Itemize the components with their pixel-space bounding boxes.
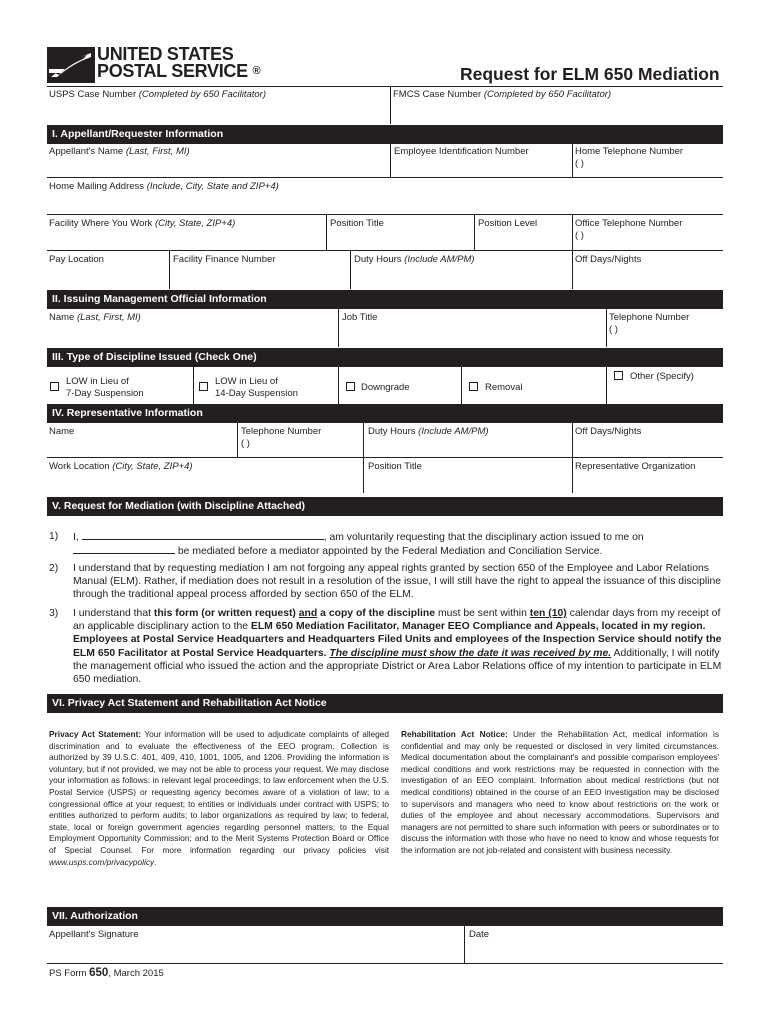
appellant-name-field[interactable] <box>49 146 190 158</box>
mgmt-phone-parens: ( ) <box>609 324 618 335</box>
rep-work-location-field[interactable] <box>49 461 193 473</box>
finance-number-field[interactable]: Facility Finance Number <box>173 254 276 265</box>
item3-b: this form (or written request) <box>153 608 296 619</box>
footer-prefix: PS Form <box>49 968 87 979</box>
office-phone-parens: ( ) <box>575 230 584 241</box>
ein-field[interactable]: Employee Identification Number <box>394 146 529 157</box>
item2-text: I understand that by requesting mediation I am not forgoing any appeal rights granted by section 650 of the Employee and Labor Relations Manual (ELM). Rather, if mediation does not result in a resolution of the issue, I will still have the right to appeal the issuance of this discipline through the traditional appeal process afforded by section 650 of the ELM. <box>73 563 722 601</box>
privacy-end: . <box>154 856 157 867</box>
item1-text <box>73 530 723 558</box>
mgmt-phone-field[interactable] <box>609 312 689 336</box>
pay-location-field[interactable]: Pay Location <box>49 254 104 265</box>
item1-c: be mediated before a mediator appointed by the Federal Mediation and Conciliation Service. <box>177 546 603 558</box>
appellant-name-label: Appellant's Name <box>49 146 124 157</box>
rep-phone-label: Telephone Number <box>241 426 322 437</box>
off-days-field[interactable]: Off Days/Nights <box>575 254 642 265</box>
opt2-line2: 14-Day Suspension <box>215 388 298 399</box>
duty-hours-note: (Include AM/PM) <box>404 254 475 265</box>
item2-number: 2) <box>49 563 59 574</box>
checkbox-low-14day[interactable] <box>199 382 208 391</box>
logo-line1: UNITED STATES <box>97 44 234 64</box>
checkbox-other[interactable] <box>614 371 623 380</box>
form-footer <box>49 967 164 980</box>
item3-h: ELM 650 Mediation Facilitator, Manager EEO Compliance and Appeals, located in my region. Employees at Postal Service Headquarters and Headquarters Filed Units and employees of the Inspection Service should notify the ELM 650 Facilitator at Postal Service Headquarters. <box>73 621 722 659</box>
mgmt-name-note: (Last, First, MI) <box>76 312 141 323</box>
usps-case-number-field[interactable] <box>49 89 266 101</box>
rehab-head: Rehabilitation Act Notice: <box>401 729 508 739</box>
rep-phone-field[interactable] <box>241 426 321 450</box>
rep-phone-parens: ( ) <box>241 438 250 449</box>
position-title-field[interactable]: Position Title <box>330 218 384 229</box>
usps-eagle-logo-icon <box>47 47 95 83</box>
position-level-field[interactable]: Position Level <box>478 218 538 229</box>
option-downgrade: Downgrade <box>361 382 410 393</box>
rehab-body: Under the Rehabilitation Act, medical information is confidential and may only be requested or disclosed in very limited circumstances. Medical documentation about the complainant's and possible comparison employees' medical conditions and work restrictions may be requested in connection with the investigation of an EEO complaint. Information about medical restrictions (but not medical conditions) obtained in the course of an EEO investigation may be disclosed to supervisors and managers who need to know about restrictions on the work or duties of the employee and about necessary accommodations. Supervisors and managers are not permitted to share such information with peers or subordinates or to discuss the information with those who have no need to know and whose requests for the information are not job-related and consistent with business necessity. <box>401 729 719 855</box>
mgmt-name-label: Name <box>49 312 75 323</box>
item1-b: , am voluntarily requesting that the disciplinary action issued to me on <box>323 532 644 543</box>
rep-off-days-field[interactable]: Off Days/Nights <box>575 426 642 437</box>
facility-field[interactable] <box>49 218 235 230</box>
section4-header: IV. Representative Information <box>47 404 723 423</box>
duty-hours-field[interactable] <box>354 254 475 266</box>
usps-case-label: USPS Case Number <box>49 89 137 100</box>
home-address-field[interactable] <box>49 181 279 193</box>
section7-header: VII. Authorization <box>47 907 723 926</box>
section6-header: VI. Privacy Act Statement and Rehabilitation Act Notice <box>47 694 723 713</box>
fmcs-case-note: (Completed by 650 Facilitator) <box>483 89 612 100</box>
item3-number: 3) <box>49 608 59 619</box>
rep-duty-hours-field[interactable] <box>368 426 489 438</box>
item3-d: a copy of the discipline <box>317 608 436 619</box>
checkbox-removal[interactable] <box>469 382 478 391</box>
rep-duty-label: Duty Hours <box>368 426 416 437</box>
mgmt-phone-label: Telephone Number <box>609 312 690 323</box>
checkbox-downgrade[interactable] <box>346 382 355 391</box>
signature-field[interactable]: Appellant's Signature <box>49 929 139 940</box>
checkbox-low-7day[interactable] <box>50 382 59 391</box>
item3-e: must be sent within <box>435 608 530 619</box>
footer-date: , March 2015 <box>108 968 164 979</box>
privacy-act-statement <box>49 729 389 868</box>
logo-line2: POSTAL SERVICE <box>97 61 248 81</box>
section1-header: I. Appellant/Requester Information <box>47 125 723 144</box>
item3-g: calendar days from my receipt of an applicable disciplinary action to the <box>73 608 721 633</box>
item1-number: 1) <box>49 531 59 542</box>
opt2-line1: LOW in Lieu of <box>215 376 278 387</box>
item3-text <box>73 607 723 686</box>
rehabilitation-act-notice <box>401 729 719 857</box>
item3-j: Additionally, I will notify the management official who issued the action and the appropriate District or Area Labor Relations office of my intention to participate in ELM 650 mediation. <box>73 647 722 686</box>
job-title-field[interactable]: Job Title <box>342 312 378 323</box>
office-phone-label: Office Telephone Number <box>575 218 683 229</box>
home-phone-field[interactable] <box>575 146 683 170</box>
usps-logo-wordmark <box>97 46 260 80</box>
privacy-url[interactable]: www.usps.com/privacypolicy <box>49 856 155 867</box>
item3-f: ten (10) <box>529 608 567 619</box>
opt1-line2: 7-Day Suspension <box>66 388 144 399</box>
home-phone-label: Home Telephone Number <box>575 146 684 157</box>
item3-i: The discipline must show the date it was received by me. <box>329 647 612 659</box>
opt1-line1: LOW in Lieu of <box>66 376 129 387</box>
date-field[interactable]: Date <box>469 929 490 940</box>
usps-case-note: (Completed by 650 Facilitator) <box>138 89 267 100</box>
appellant-name-note: (Last, First, MI) <box>125 146 190 157</box>
rep-work-location-label: Work Location <box>49 461 110 472</box>
rep-work-location-note: (City, State, ZIP+4) <box>112 461 193 472</box>
logo-registered-mark: ® <box>252 65 261 77</box>
fmcs-case-label: FMCS Case Number <box>393 89 482 100</box>
address-label: Home Mailing Address <box>49 181 145 192</box>
section3-header: III. Type of Discipline Issued (Check One) <box>47 348 723 367</box>
discipline-date-blank[interactable] <box>73 544 175 554</box>
section5-header: V. Request for Mediation (with Discipline Attached) <box>47 497 723 516</box>
option-low-7day <box>66 376 144 400</box>
section2-header: II. Issuing Management Official Information <box>47 290 723 309</box>
facility-label: Facility Where You Work <box>49 218 153 229</box>
home-phone-parens: ( ) <box>575 158 584 169</box>
duty-hours-label: Duty Hours <box>354 254 402 265</box>
item3-a: I understand that <box>73 608 154 619</box>
facility-note: (City, State, ZIP+4) <box>154 218 236 229</box>
option-other: Other (Specify) <box>630 371 694 382</box>
address-note: (Include, City, State and ZIP+4) <box>146 181 279 192</box>
office-phone-field[interactable] <box>575 218 682 242</box>
fmcs-case-number-field[interactable] <box>393 89 611 101</box>
privacy-body: Your information will be used to adjudicate complaints of alleged discrimination and to evaluate the effectiveness of the EEO program. Collection is authorized by 39 U.S.C. 401, 409, 410, 1001, 1005, and 1206. Providing the information is voluntary, but if not provided, we may not be able to process your request. We may disclose your information as follows: in relevant legal proceedings; to law enforcement when the U.S. Postal Service (USPS) or requesting agency becomes aware of a violation of law; to a congressional office at your request; to entities or individuals under contract with USPS; to entities authorized to perform audits; to labor organizations as required by law; to federal, state, local or foreign government agencies regarding personnel matters; to the Equal Employment Opportunity Commission; and to the Merit Systems Protection Board or Office of Special Counsel. For more information regarding our privacy policies visit <box>49 729 389 855</box>
option-removal: Removal <box>485 382 523 393</box>
rep-organization-field[interactable]: Representative Organization <box>575 461 696 472</box>
appellant-name-blank[interactable] <box>82 530 324 540</box>
form-title: Request for ELM 650 Mediation <box>460 64 720 84</box>
rep-position-title-field[interactable]: Position Title <box>368 461 422 472</box>
rep-name-field[interactable]: Name <box>49 426 75 437</box>
item1-a: I, <box>73 532 79 543</box>
option-low-14day <box>215 376 298 400</box>
rep-duty-note: (Include AM/PM) <box>418 426 489 437</box>
footer-form-number: 650 <box>89 967 109 979</box>
mgmt-name-field[interactable] <box>49 312 141 324</box>
privacy-head: Privacy Act Statement: <box>49 729 142 739</box>
item3-c: and <box>298 608 318 619</box>
